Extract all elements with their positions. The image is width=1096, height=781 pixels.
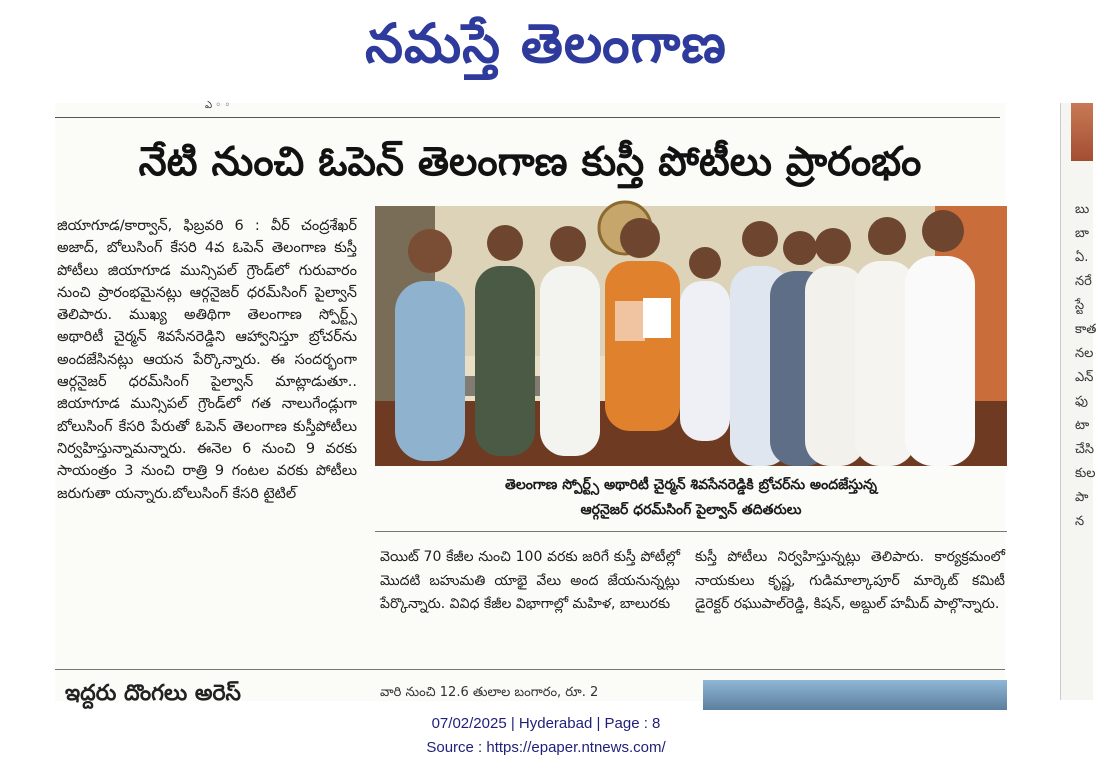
adjacent-photo-fragment <box>1071 103 1093 161</box>
masthead <box>0 0 1092 100</box>
article-column-2: వెయిట్ 70 కేజీల నుంచి 100 వరకు జరిగే కుస్తీ పోటీల్లో మొదటి బహుమతి యాభై వేలు అంద జేయనున్నట్లు పేర్కొన్నారు. వివిధ కేజీల విభాగాల్లో మహిళ, బాలురకు <box>380 549 680 612</box>
caption-divider <box>375 531 1007 532</box>
adjacent-text-line: టా <box>1075 418 1090 433</box>
article-lead-column: జియాగూడ/కార్వాన్, ఫిబ్రవరి 6 : వీర్ చంద్రశేఖర్ అజాద్, బోలుసింగ్ కేసరి 4వ ఓపెన్ తెలంగాణ కుస్తీ పోటీలు జియాగూడ మున్సిపల్ గ్రౌండ్‌లో గురువారం నుంచి ప్రారంభమైనట్లు ఆర్గనైజర్ ధరమ్‌సింగ్ పైల్వాన్ తెలిపారు. ముఖ్య అతిథిగా తెలంగాణ స్పోర్ట్స్ అథారిటీ చైర్మన్ శివసేనరెడ్డిని ఆహ్వానిస్తూ బ్రోచర్‌ను అందజేసినట్లు ఆయన పేర్కొన్నారు. ఈ సందర్భంగా ఆర్గనైజర్ ధరమ్‌సింగ్ పైల్వాన్ మాట్లాడుతూ.. జియాగూడ మున్సిపల్ గ్రౌండ్‌లో గత నాలుగేండ్లుగా బోలుసింగ్ కేసరి పేరుతో ఓపెన్ తెలంగాణ కుస్తీపోటీలు నిర్వహిస్తున్నామన్నారు. ఈనెల 6 నుంచి 9 వరకు సాయంత్రం 3 నుంచి రాత్రి 9 గంటల వరకు పోటీలు జరుగుతా యన్నారు.బోలుసింగ్ కేసరి టైటిల్ <box>57 218 357 502</box>
top-fragment: ఎ ◦ ◦ <box>205 100 231 111</box>
bottom-divider <box>55 669 1005 670</box>
page-footer <box>0 712 1092 760</box>
article-headline: నేటి నుంచి ఓపెన్ తెలంగాణ కుస్తీ పోటీలు ప్రారంభం <box>138 139 922 185</box>
photo-caption-line-2: ఆర్గనైజర్ ధరమ్‌సింగ్ పైల్వాన్ తదితరులు <box>580 502 802 518</box>
newspaper-title: నమస్తే తెలంగాణ <box>365 11 727 75</box>
next-article-photo-fragment <box>703 680 1007 710</box>
footer-date-page: 07/02/2025 | Hyderabad | Page : 8 <box>431 715 661 732</box>
adjacent-text-fragments <box>1075 198 1096 534</box>
adjacent-text-line: న <box>1075 514 1085 529</box>
article-clipping <box>55 100 1005 706</box>
adjacent-text-line: కుల <box>1075 466 1096 481</box>
next-article-text-fragment: వారి నుంచి 12.6 తులాల బంగారం, రూ. 2 <box>380 685 599 700</box>
adjacent-text-line: ఏ. <box>1075 250 1089 265</box>
adjacent-text-line: చేసి <box>1075 442 1095 457</box>
adjacent-text-line: స్టే <box>1075 298 1085 313</box>
footer-source: Source : https://epaper.ntnews.com/ <box>426 739 666 756</box>
photo-caption <box>375 473 1007 523</box>
article-column-3: కుస్తీ పోటీలు నిర్వహిస్తున్నట్లు తెలిపారు. కార్యక్రమంలో నాయకులు కృష్ణ, గుడిమాల్కాపూర్ మార్కెట్ కమిటీ డైరెక్టర్ రఘుపాల్‌రెడ్డి, కిషన్, అబ్దుల్ హమీద్ పాల్గొన్నారు. <box>695 549 1005 612</box>
photo-caption-line-1: తెలంగాణ స్పోర్ట్స్ అథారిటీ చైర్మన్ శివసేనరెడ్డికి బ్రోచర్‌ను అందజేస్తున్న <box>504 477 878 493</box>
news-photo <box>375 206 1007 466</box>
adjacent-text-line: ఎన్ <box>1075 370 1094 385</box>
adjacent-text-line: ఫు <box>1075 394 1088 409</box>
adjacent-column-strip <box>1060 103 1096 700</box>
adjacent-text-line: పా <box>1075 490 1089 505</box>
adjacent-text-line: నరే <box>1075 274 1092 289</box>
adjacent-text-line: నల <box>1075 346 1094 361</box>
group-photo-illustration <box>375 206 1007 466</box>
adjacent-text-line: బా <box>1075 226 1089 241</box>
adjacent-text-line: బు <box>1075 202 1090 217</box>
top-divider <box>55 117 1000 118</box>
adjacent-text-line: కాత <box>1075 322 1096 337</box>
next-article-headline-fragment: ఇద్దరు దొంగలు అరెస్ <box>65 681 241 706</box>
